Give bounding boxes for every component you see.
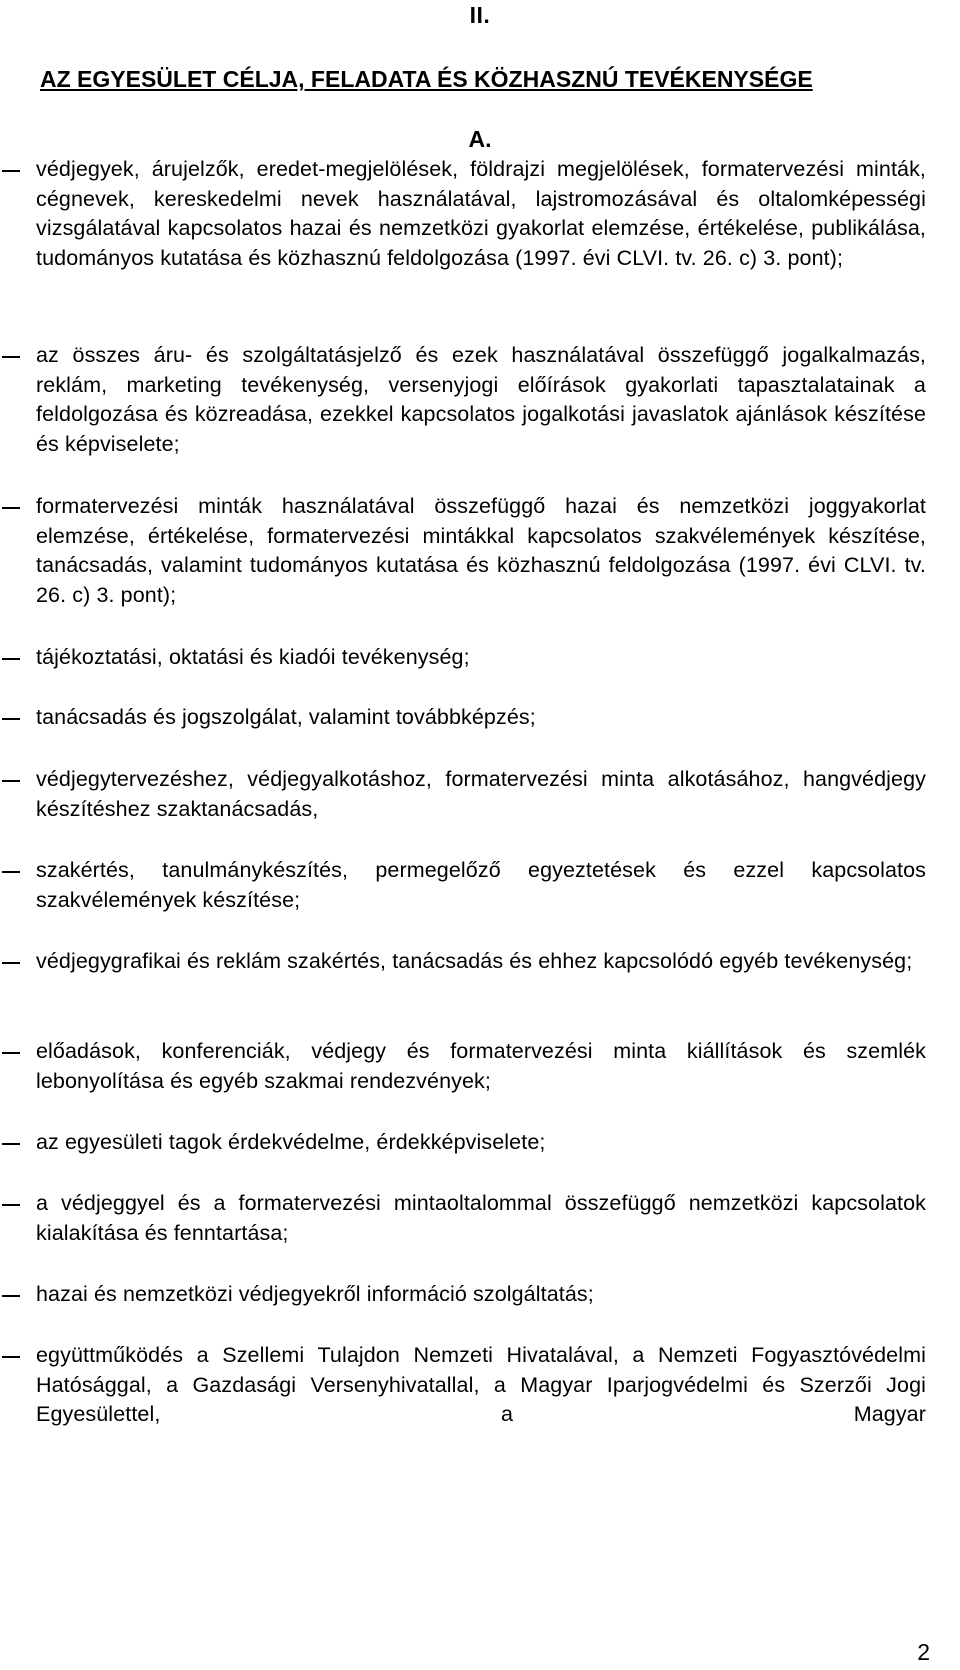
chapter-title: AZ EGYESÜLET CÉLJA, FELADATA ÉS KÖZHASZNÚ TEVÉKENYSÉGE [40,66,813,92]
section-letter: A. [468,126,492,152]
dash-bullet [2,718,20,720]
dash-bullet [2,1052,20,1054]
list-item-text: tájékoztatási, oktatási és kiadói tevékenység; [36,645,470,669]
list-item-text: tanácsadás és jogszolgálat, valamint továbbképzés; [36,705,536,729]
dash-bullet [2,871,20,873]
dash-bullet [2,1204,20,1206]
list-item-text: hazai és nemzetközi védjegyekről információ szolgáltatás; [36,1282,594,1306]
dash-bullet [2,170,20,172]
list-item-text: védjegytervezéshez, védjegyalkotáshoz, formatervezési minta alkotásához, hangvédjegy készítéshez szaktanácsadás, [36,767,926,821]
list-item-text: formatervezési minták használatával összefüggő hazai és nemzetközi joggyakorlat elemzése, értékelése, formatervezési mintákkal kapcsolatos szakvélemények készítése, tanácsadás, valamint tudományos kutatása és közhasznú feldolgozása (1997. évi CLVI. tv. 26. c) 3. pont); [36,494,926,607]
list-item-text: a védjeggyel és a formatervezési mintaoltalommal összefüggő nemzetközi kapcsolatok kialakítása és fenntartása; [36,1191,926,1245]
list-item-text: előadások, konferenciák, védjegy és formatervezési minta kiállítások és szemlék lebonyolítása és egyéb szakmai rendezvények; [36,1039,926,1093]
dash-bullet [2,356,20,358]
dash-bullet [2,780,20,782]
list-item-text: az összes áru- és szolgáltatásjelző és ezek használatával összefüggő jogalkalmazás, reklám, marketing tevékenység, versenyjogi előírások gyakorlati tapasztalatainak a feldolgozása és közreadása, ezekkel kapcsolatos jogalkotási javaslatok ajánlások készítése és képviselete; [36,343,926,456]
list-item-text: együttműködés a Szellemi Tulajdon Nemzeti Hivatalával, a Nemzeti Fogyasztóvédelmi Hatósággal, a Gazdasági Versenyhivatallal, a Magyar Iparjogvédelmi és Szerzői Jogi Egyesülettel, a Magyar [36,1343,926,1426]
list-item-text: szakértés, tanulmánykészítés, permegelőző egyeztetések és ezzel kapcsolatos szakvélemények készítése; [36,858,926,912]
dash-bullet [2,1356,20,1358]
chapter-number: II. [469,2,491,28]
list-item-text: védjegygrafikai és reklám szakértés, tanácsadás és ehhez kapcsolódó egyéb tevékenység; [36,949,913,973]
dash-bullet [2,1143,20,1145]
dash-bullet [2,507,20,509]
dash-bullet [2,658,20,660]
dash-bullet [2,962,20,964]
page-number: 2 [917,1639,930,1665]
list-item-text: védjegyek, árujelzők, eredet-megjelölések, földrajzi megjelölések, formatervezési minták, cégnevek, kereskedelmi nevek használatával, lajstromozásával és oltalomképességi vizsgálatával kapcsolatos hazai és nemzetközi gyakorlat elemzése, értékelése, publikálása, tudományos kutatása és közhasznú feldolgozása (1997. évi CLVI. tv. 26. c) 3. pont); [36,157,926,270]
dash-bullet [2,1295,20,1297]
list-item-text: az egyesületi tagok érdekvédelme, érdekképviselete; [36,1130,546,1154]
